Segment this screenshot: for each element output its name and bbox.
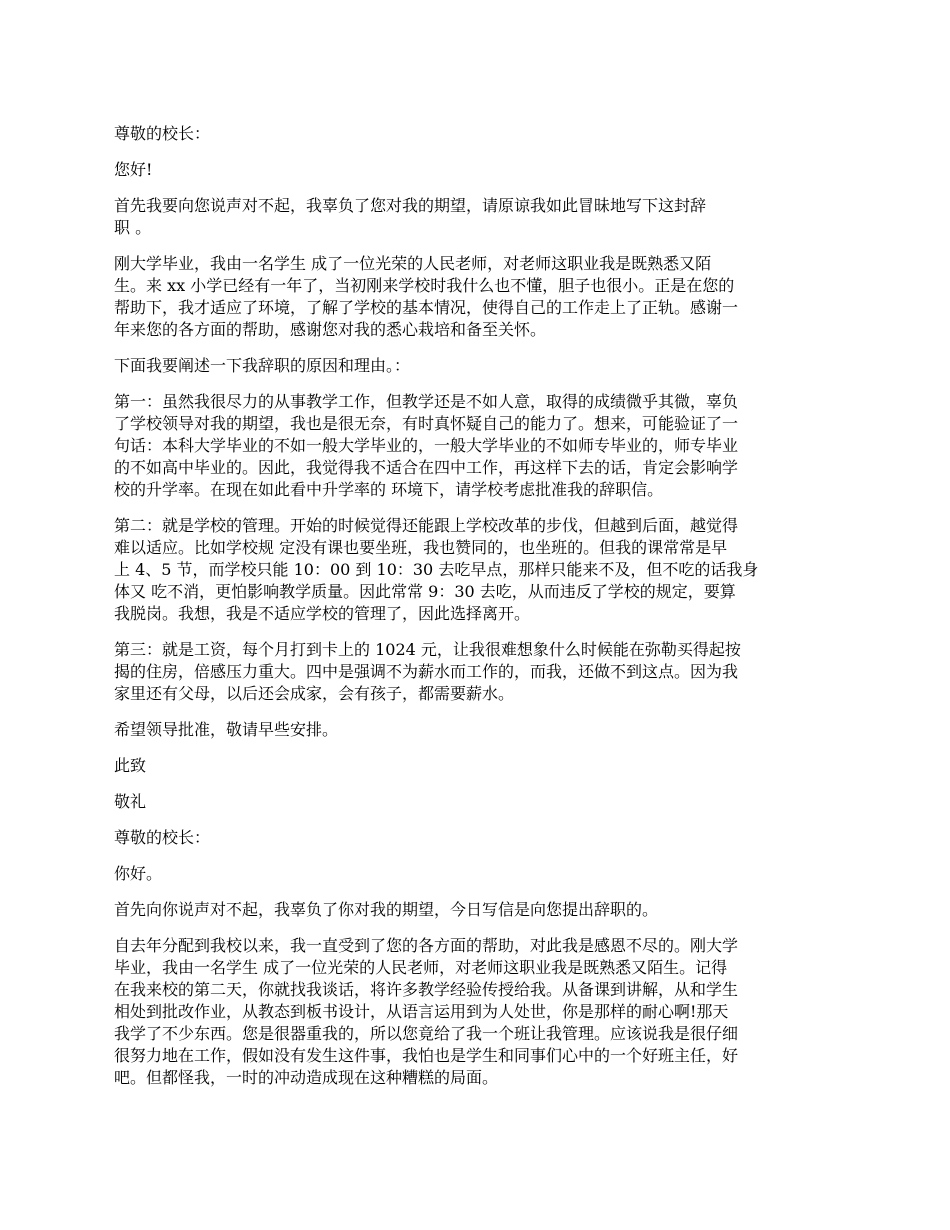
paragraph bbox=[114, 195, 842, 239]
text-line: 尊敬的校长： bbox=[114, 124, 211, 143]
text-line: 年来您的各方面的帮助，感谢您对我的悉心栽培和备至关怀。 bbox=[114, 320, 547, 339]
text-line: 的不如高中毕业的。因此，我觉得我不适合在四中工作，再这样下去的话，肯定会影响学 bbox=[114, 458, 739, 477]
text-line: 我学了不少东西。您是很器重我的，所以您竟给了我一个班让我管理。应该说我是很仔细 bbox=[114, 1024, 739, 1043]
text-line: 在我来校的第二天，你就找我谈话，将许多教学经验传授给我。从备课到讲解，从和学生 bbox=[114, 980, 739, 999]
paragraph bbox=[114, 253, 842, 341]
text-line: 生。来 xx 小学已经有一年了，当初刚来学校时我什么也不懂，胆子也很小。正是在您的 bbox=[114, 276, 735, 295]
text-line: 我脱岗。我想，我是不适应学校的管理了，因此选择离开。 bbox=[114, 604, 531, 623]
paragraph bbox=[114, 719, 842, 741]
paragraph bbox=[114, 123, 842, 145]
text-line: 下面我要阐述一下我辞职的原因和理由。： bbox=[114, 356, 411, 375]
text-line: 很努力地在工作，假如没有发生这件事，我怕也是学生和同事们心中的一个好班主任，好 bbox=[114, 1046, 739, 1065]
text-line: 你好。 bbox=[114, 864, 163, 883]
text-line: 校的升学率。在现在如此看中升学率的 环境下，请学校考虑批准我的辞职信。 bbox=[114, 480, 664, 499]
text-line: 敬礼 bbox=[114, 792, 147, 811]
text-line: 难以适应。比如学校规 定没有课也要坐班，我也赞同的，也坐班的。但我的课常常是早 bbox=[114, 538, 728, 557]
paragraph bbox=[114, 935, 842, 1089]
text-line: 第一：虽然我很尽力的从事教学工作，但教学还是不如人意，取得的成绩微乎其微，辜负 bbox=[114, 392, 739, 411]
text-line: 自去年分配到我校以来，我一直受到了您的各方面的帮助，对此我是感恩不尽的。刚大学 bbox=[114, 936, 739, 955]
text-line: 第二：就是学校的管理。开始的时候觉得还能跟上学校改革的步伐，但越到后面，越觉得 bbox=[114, 516, 739, 535]
text-line: 毕业，我由一名学生 成了一位光荣的人民老师，对老师这职业我是既熟悉又陌生。记得 bbox=[114, 958, 728, 977]
text-line: 您好! bbox=[114, 160, 153, 179]
paragraph bbox=[114, 391, 842, 501]
text-line: 揭的住房，倍感压力重大。四中是强调不为薪水而工作的，而我，还做不到这点。因为我 bbox=[114, 662, 739, 681]
paragraph bbox=[114, 515, 842, 625]
text-line: 了学校领导对我的期望，我也是很无奈，有时真怀疑自己的能力了。想来，可能验证了一 bbox=[114, 414, 739, 433]
paragraph bbox=[114, 159, 842, 181]
text-line: 帮助下，我才适应了环境，了解了学校的基本情况，使得自己的工作走上了正轨。感谢一 bbox=[114, 298, 739, 317]
paragraph bbox=[114, 639, 842, 705]
text-line: 相处到批改作业，从教态到板书设计，从语言运用到为人处世，你是那样的耐心啊!那天 bbox=[114, 1002, 729, 1021]
text-line: 职 。 bbox=[114, 218, 152, 237]
text-line: 第三：就是工资，每个月打到卡上的 1024 元，让我很难想象什么时候能在弥勒买得起按 bbox=[114, 640, 741, 659]
paragraph bbox=[114, 755, 842, 777]
text-line: 体又 吃不消，更怕影响教学质量。因此常常 9：30 去吃，从而违反了学校的规定，要算 bbox=[114, 582, 736, 601]
paragraph bbox=[114, 863, 842, 885]
paragraph bbox=[114, 827, 842, 849]
text-line: 刚大学毕业，我由一名学生 成了一位光荣的人民老师，对老师这职业我是既熟悉又陌 bbox=[114, 254, 712, 273]
text-line: 家里还有父母，以后还会成家，会有孩子，都需要薪水。 bbox=[114, 684, 515, 703]
text-line: 吧。但都怪我，一时的冲动造成现在这种糟糕的局面。 bbox=[114, 1068, 499, 1087]
text-line: 首先我要向您说声对不起，我辜负了您对我的期望，请原谅我如此冒昧地写下这封辞 bbox=[114, 196, 707, 215]
letter-body bbox=[114, 123, 842, 1103]
text-line: 尊敬的校长： bbox=[114, 828, 211, 847]
text-line: 首先向你说声对不起，我辜负了你对我的期望，今日写信是向您提出辞职的。 bbox=[114, 900, 659, 919]
text-line: 句话：本科大学毕业的不如一般大学毕业的，一般大学毕业的不如师专毕业的，师专毕业 bbox=[114, 436, 739, 455]
text-line: 希望领导批准，敬请早些安排。 bbox=[114, 720, 339, 739]
text-line: 此致 bbox=[114, 756, 147, 775]
paragraph bbox=[114, 899, 842, 921]
paragraph bbox=[114, 355, 842, 377]
text-line: 上 4、5 节，而学校只能 10：00 到 10：30 去吃早点，那样只能来不及，但不吃的话我身 bbox=[114, 560, 759, 579]
paragraph bbox=[114, 791, 842, 813]
